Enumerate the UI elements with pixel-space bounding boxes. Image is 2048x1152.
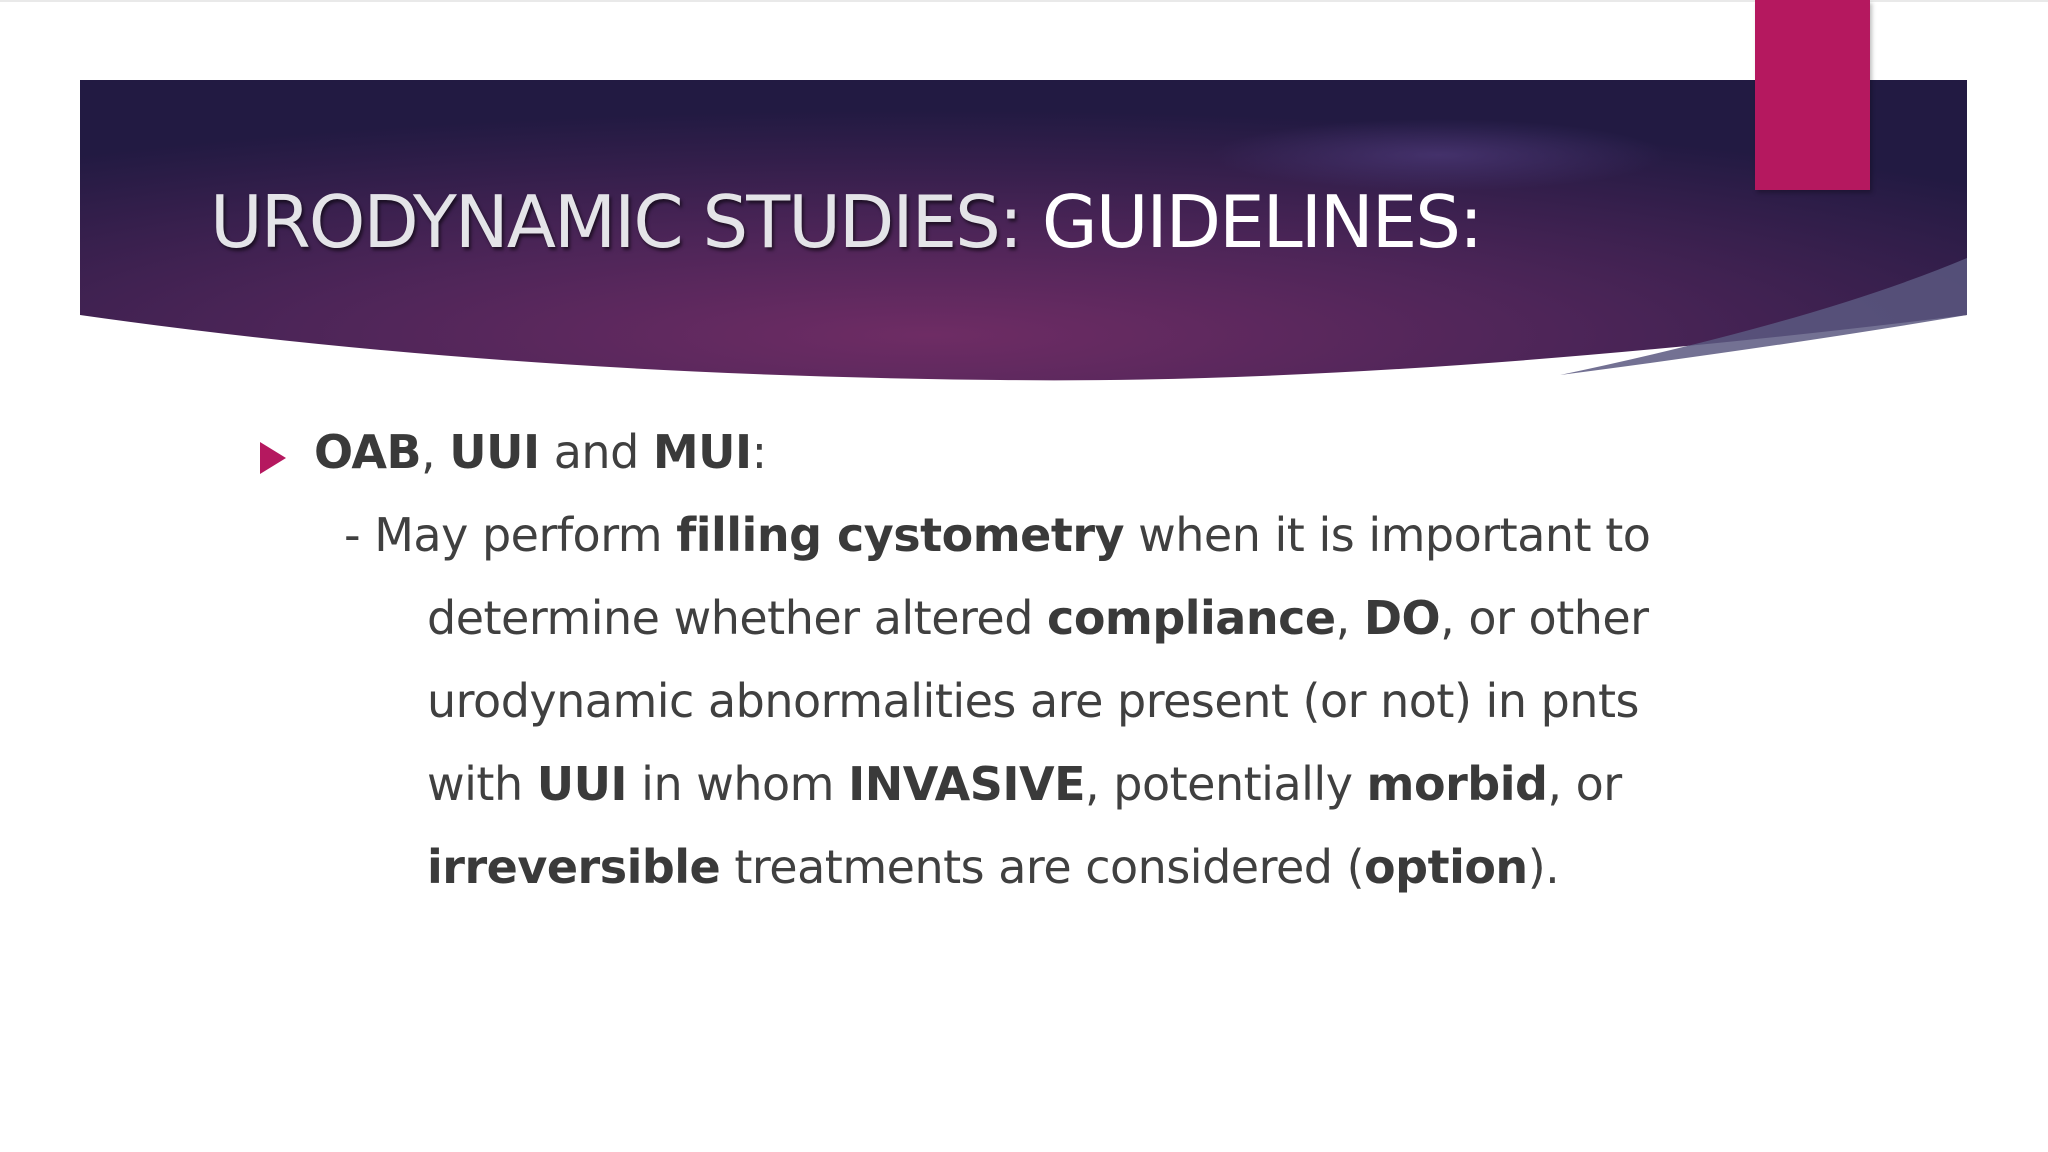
text-run: - May perform bbox=[344, 508, 677, 562]
text-run: , bbox=[421, 425, 450, 479]
text-run: urodynamic abnormalities are present (or not) in pnts bbox=[427, 674, 1639, 728]
text-run: morbid bbox=[1366, 757, 1548, 811]
body-line-2 bbox=[427, 591, 1649, 645]
text-run: compliance bbox=[1047, 591, 1336, 645]
text-run: UUI bbox=[536, 757, 628, 811]
text-run: OAB bbox=[314, 425, 422, 479]
text-run: treatments are considered ( bbox=[720, 840, 1365, 894]
text-run: filling cystometry bbox=[676, 508, 1125, 562]
text-run: ). bbox=[1527, 840, 1560, 894]
text-run: , potentially bbox=[1085, 757, 1367, 811]
text-run: , bbox=[1335, 591, 1364, 645]
text-run: , or other bbox=[1440, 591, 1649, 645]
title-part-1: URODYNAMIC STUDIES: bbox=[210, 180, 1022, 264]
body-line-4 bbox=[427, 757, 1622, 811]
title-part-2: GUIDELINES: bbox=[1021, 180, 1482, 264]
text-run: : bbox=[751, 425, 767, 479]
bullet-arrow-icon bbox=[260, 442, 286, 474]
text-run: option bbox=[1364, 840, 1528, 894]
text-run: DO bbox=[1363, 591, 1441, 645]
text-run: with bbox=[427, 757, 537, 811]
bullet-heading bbox=[314, 425, 767, 479]
text-run: determine whether altered bbox=[427, 591, 1048, 645]
text-run: in whom bbox=[627, 757, 849, 811]
text-run: and bbox=[539, 425, 653, 479]
body-line-3 bbox=[427, 674, 1639, 728]
text-run: when it is important to bbox=[1124, 508, 1651, 562]
text-run: INVASIVE bbox=[848, 757, 1086, 811]
text-run: MUI bbox=[652, 425, 752, 479]
body-line-5 bbox=[427, 840, 1559, 894]
text-run: UUI bbox=[449, 425, 540, 479]
text-run: irreversible bbox=[427, 840, 721, 894]
body-line-1 bbox=[344, 508, 1650, 562]
text-run: , or bbox=[1547, 757, 1622, 811]
